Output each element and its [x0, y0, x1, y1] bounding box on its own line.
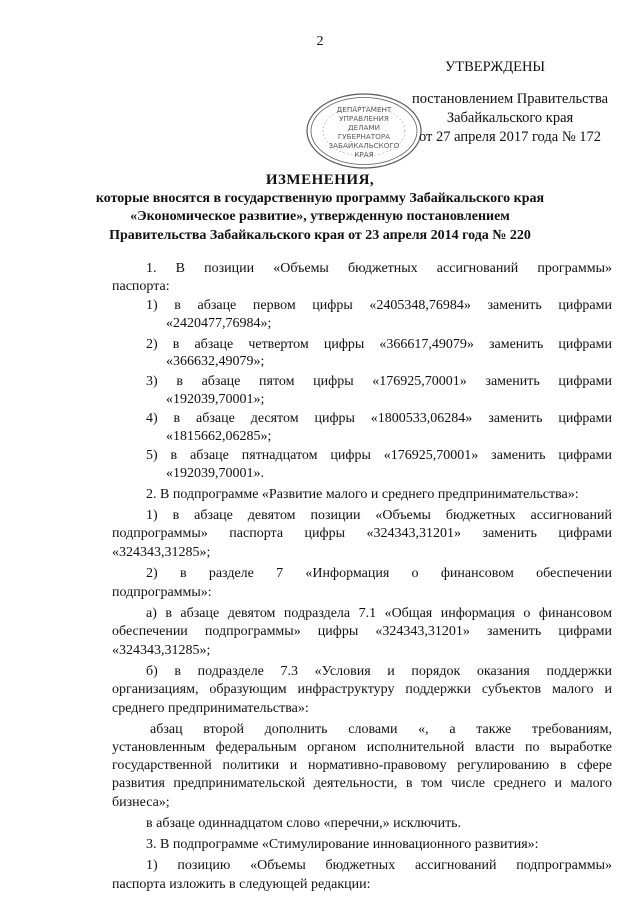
- body-line: 3) в абзаце пятом цифры «176925,70001» заменить цифрами: [146, 374, 612, 389]
- body-line: «2420477,76984»;: [166, 316, 272, 331]
- body-line: 2) в разделе 7 «Информация о финансовом обеспечении: [146, 566, 612, 581]
- body-line: подпрограммы»:: [112, 585, 212, 600]
- body-line: в абзаце одиннадцатом слово «перечни,» исключить.: [146, 816, 462, 831]
- body-line: среднего предпринимательства»:: [112, 701, 309, 716]
- body-line: «192039,70001»;: [166, 392, 265, 407]
- body-line: паспорта:: [112, 279, 170, 294]
- document-title: [0, 171, 640, 245]
- body-line: паспорта изложить в следующей редакции:: [112, 877, 371, 892]
- body-line: развития предпринимательской деятельности, в том числе среднего и малого: [112, 776, 612, 791]
- page-number: 2: [316, 34, 324, 49]
- body-line: подпрограммы» паспорта цифры «324343,31201» заменить цифрами: [112, 526, 612, 541]
- approval-line: Забайкальского края: [446, 110, 574, 126]
- title-line: «Экономическое развитие», утвержденную постановлением: [130, 209, 510, 224]
- body-line: 5) в абзаце пятнадцатом цифры «176925,70001» заменить цифрами: [146, 448, 612, 463]
- body-line: «324343,31285»;: [112, 643, 211, 658]
- body-line: 1) позицию «Объемы бюджетных ассигнований подпрограммы»: [146, 858, 612, 873]
- body-line: а) в абзаце девятом подраздела 7.1 «Общая информация о финансовом: [146, 606, 612, 621]
- approved-label: УТВЕРЖДЕНЫ: [445, 59, 546, 75]
- title-line: Правительства Забайкальского края от 23 апреля 2014 года № 220: [109, 227, 531, 243]
- body-line: 1) в абзаце девятом позиции «Объемы бюджетных ассигнований: [146, 508, 612, 523]
- body-line: обеспечении подпрограммы» цифры «324343,31201» заменить цифрами: [112, 624, 612, 639]
- seal-line: ГУБЕРНАТОРА: [337, 132, 391, 141]
- body-line: «192039,70001».: [166, 466, 264, 481]
- approval-line: постановлением Правительства: [411, 91, 609, 107]
- body-line: бизнеса»;: [112, 795, 170, 810]
- body-line: 1. В позиции «Объемы бюджетных ассигнований программы»: [146, 261, 612, 276]
- body-line: организациям, образующим инфраструктуру поддержки субъектов малого и: [112, 682, 612, 697]
- body-line: абзац второй дополнить словами «, а также требованиям,: [150, 722, 612, 737]
- approval-block: [392, 90, 628, 147]
- seal-line: ЗАБАЙКАЛЬСКОГО: [328, 141, 400, 150]
- seal-line: ДЕПАРТАМЕНТ: [336, 105, 392, 114]
- approval-line: от 27 апреля 2017 года № 172: [418, 129, 602, 145]
- seal-line: КРАЯ: [354, 150, 374, 159]
- body-line: «1815662,06285»;: [166, 429, 272, 444]
- body-line: 1) в абзаце первом цифры «2405348,76984» заменить цифрами: [146, 298, 612, 313]
- body-line: «366632,49079»;: [166, 354, 265, 369]
- body-line: 2. В подпрограмме «Развитие малого и среднего предпринимательства»:: [146, 487, 579, 502]
- title-heading: ИЗМЕНЕНИЯ,: [265, 172, 375, 188]
- body-line: установленным федеральным органом исполнительной власти по выработке: [112, 740, 612, 755]
- body-line: государственной политики и нормативно-правовому регулированию в сфере: [112, 758, 612, 773]
- body-line: 3. В подпрограмме «Стимулирование инновационного развития»:: [146, 837, 539, 852]
- body-line: б) в подразделе 7.3 «Условия и порядок оказания поддержки: [146, 664, 612, 679]
- body-line: «324343,31285»;: [112, 545, 211, 560]
- body-line: 2) в абзаце четвертом цифры «366617,49079» заменить цифрами: [146, 337, 612, 352]
- body-line: 4) в абзаце десятом цифры «1800533,06284» заменить цифрами: [146, 411, 612, 426]
- title-line: которые вносятся в государственную программу Забайкальского края: [95, 190, 545, 206]
- seal-line: ДЕЛАМИ: [347, 123, 381, 132]
- seal-line: УПРАВЛЕНИЯ: [339, 114, 389, 123]
